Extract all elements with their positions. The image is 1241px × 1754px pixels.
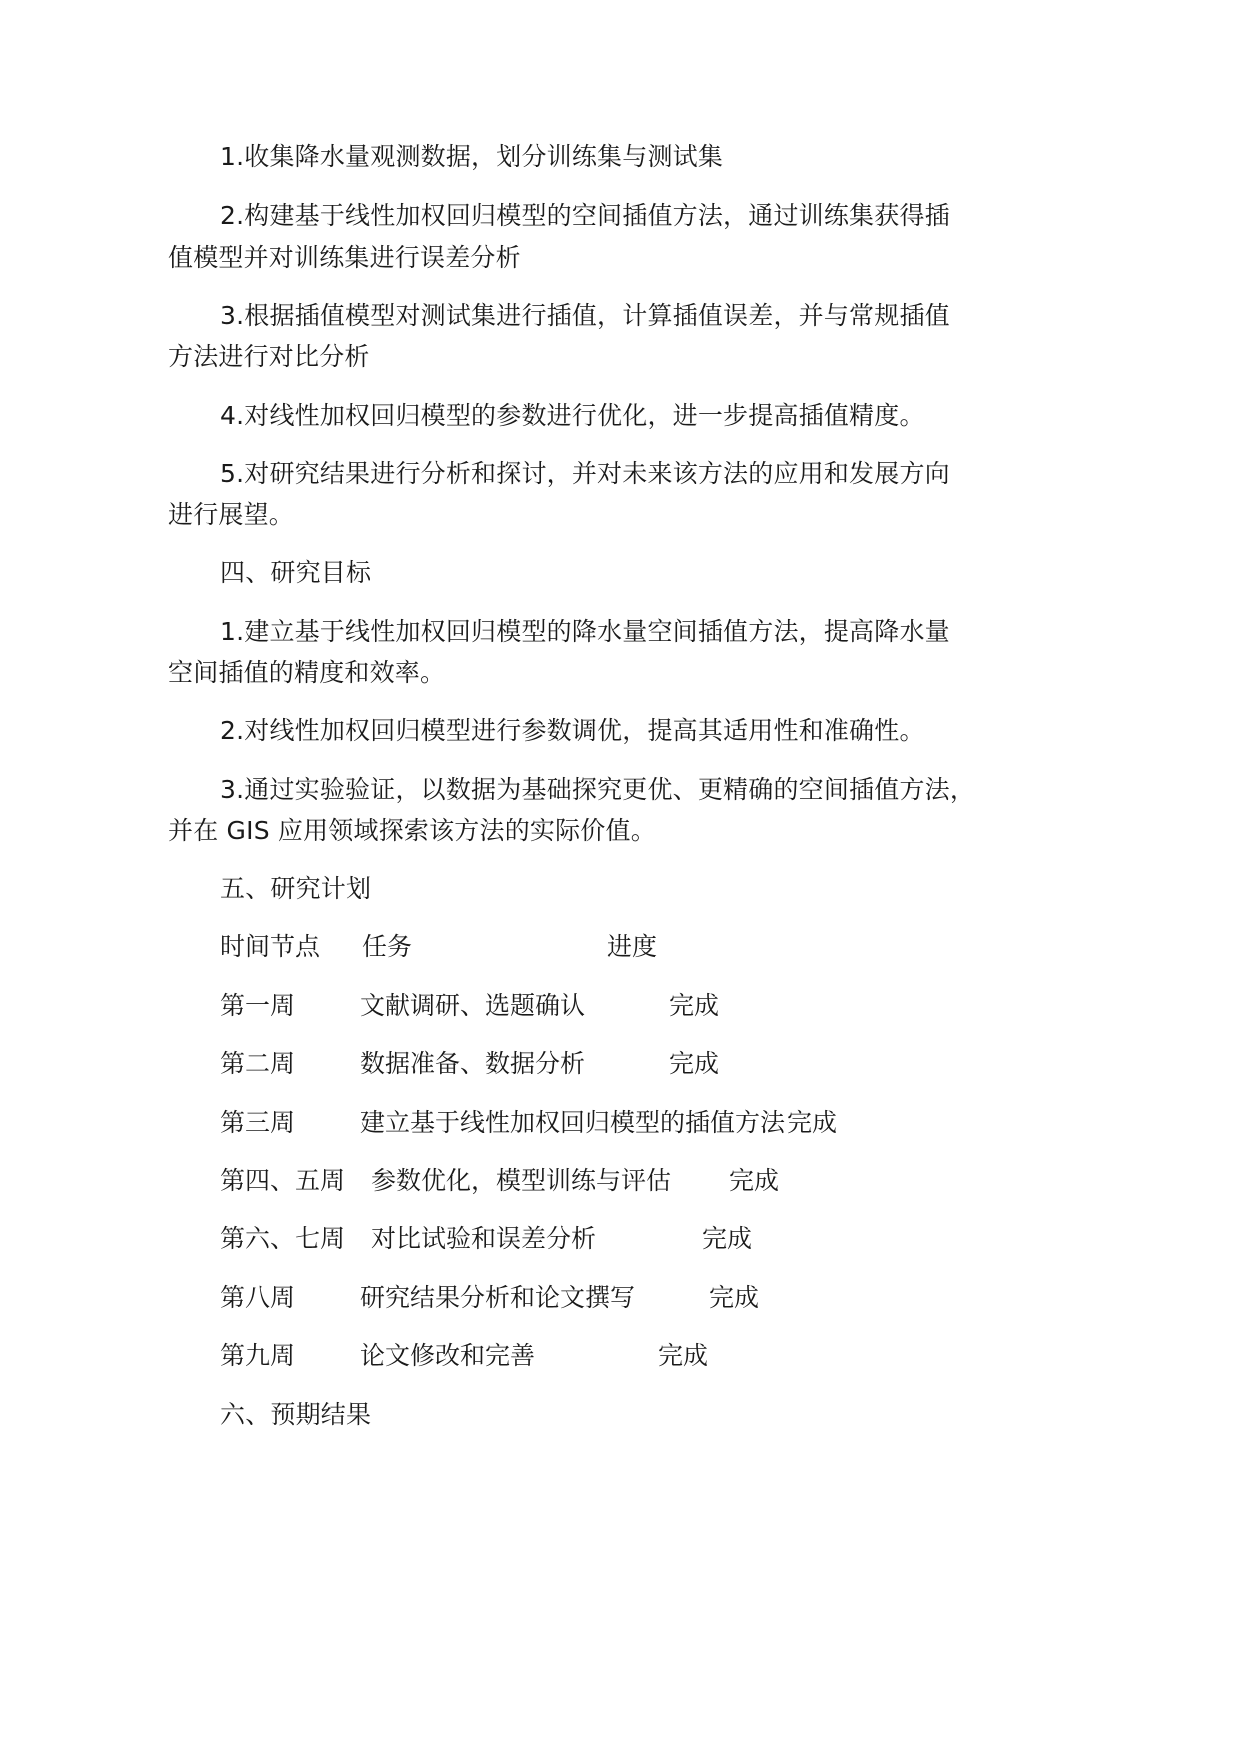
plan-header-task: 任务 bbox=[362, 932, 413, 961]
plan-row-5-time: 第六、七周 bbox=[220, 1224, 346, 1253]
plan-row-1-progress: 完成 bbox=[669, 991, 720, 1020]
content-item-4-line-1: 4.对线性加权回归模型的参数进行优化，进一步提高插值精度。 bbox=[220, 401, 925, 430]
plan-row-6-progress: 完成 bbox=[709, 1283, 760, 1312]
plan-row-6-time: 第八周 bbox=[220, 1283, 296, 1312]
plan-row-7-progress: 完成 bbox=[658, 1341, 709, 1370]
plan-row-1-task: 文献调研、选题确认 bbox=[360, 991, 586, 1020]
plan-row-5-progress: 完成 bbox=[702, 1224, 753, 1253]
plan-row-4-progress: 完成 bbox=[729, 1166, 780, 1195]
content-item-5-line-1: 5.对研究结果进行分析和探讨，并对未来该方法的应用和发展方向 bbox=[220, 459, 950, 488]
plan-row-3-task: 建立基于线性加权回归模型的插值方法 bbox=[360, 1108, 786, 1137]
plan-header-progress: 进度 bbox=[607, 932, 658, 961]
plan-header-time: 时间节点 bbox=[220, 932, 321, 961]
section-heading-expected-results: 六、预期结果 bbox=[220, 1400, 372, 1429]
plan-row-6-task: 研究结果分析和论文撰写 bbox=[360, 1283, 636, 1312]
plan-row-3-progress: 完成 bbox=[787, 1108, 838, 1137]
plan-row-2-time: 第二周 bbox=[220, 1049, 296, 1078]
plan-row-3-time: 第三周 bbox=[220, 1108, 296, 1137]
objective-3-line-2: 并在 GIS 应用领域探索该方法的实际价值。 bbox=[168, 816, 656, 845]
plan-row-7-time: 第九周 bbox=[220, 1341, 296, 1370]
plan-row-4-time: 第四、五周 bbox=[220, 1166, 346, 1195]
section-heading-objectives: 四、研究目标 bbox=[220, 558, 372, 587]
content-item-2-line-1: 2.构建基于线性加权回归模型的空间插值方法，通过训练集获得插 bbox=[220, 201, 950, 230]
content-item-3-line-2: 方法进行对比分析 bbox=[168, 342, 370, 371]
content-item-3-line-1: 3.根据插值模型对测试集进行插值，计算插值误差，并与常规插值 bbox=[220, 301, 950, 330]
content-item-1-line-1: 1.收集降水量观测数据，划分训练集与测试集 bbox=[220, 142, 724, 171]
objective-3-line-1: 3.通过实验验证，以数据为基础探究更优、更精确的空间插值方法， bbox=[220, 775, 976, 804]
plan-row-2-progress: 完成 bbox=[669, 1049, 720, 1078]
plan-row-4-task: 参数优化，模型训练与评估 bbox=[371, 1166, 672, 1195]
plan-row-2-task: 数据准备、数据分析 bbox=[360, 1049, 586, 1078]
objective-1-line-1: 1.建立基于线性加权回归模型的降水量空间插值方法，提高降水量 bbox=[220, 617, 950, 646]
section-heading-plan: 五、研究计划 bbox=[220, 874, 372, 903]
content-item-5-line-2: 进行展望。 bbox=[168, 500, 295, 529]
plan-row-7-task: 论文修改和完善 bbox=[360, 1341, 536, 1370]
objective-1-line-2: 空间插值的精度和效率。 bbox=[168, 658, 446, 687]
content-item-2-line-2: 值模型并对训练集进行误差分析 bbox=[168, 243, 521, 272]
plan-row-5-task: 对比试验和误差分析 bbox=[371, 1224, 597, 1253]
objective-2-line-1: 2.对线性加权回归模型进行参数调优，提高其适用性和准确性。 bbox=[220, 716, 925, 745]
plan-row-1-time: 第一周 bbox=[220, 991, 296, 1020]
